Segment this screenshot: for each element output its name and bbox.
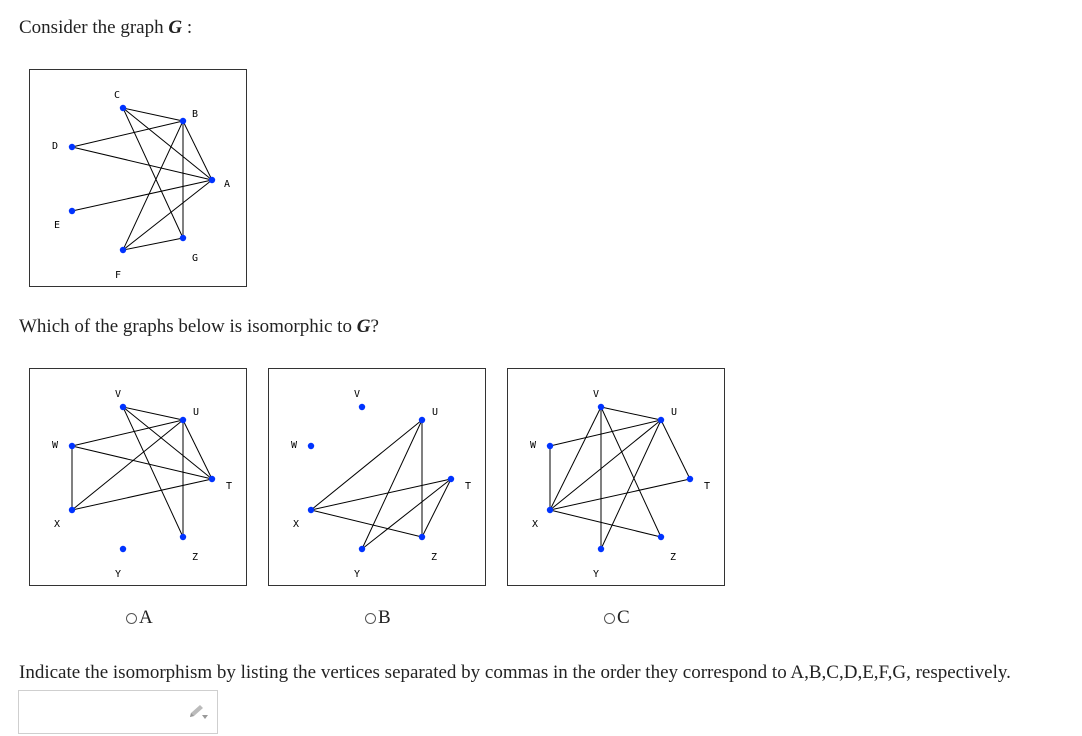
vertex-t	[687, 476, 693, 482]
edge-v-z	[601, 407, 661, 537]
vertex-t	[209, 476, 215, 482]
graph-option-a-figure	[29, 368, 247, 586]
edge-f-g	[123, 238, 183, 250]
vertex-label-u: U	[670, 407, 678, 418]
option-c-label: C	[617, 607, 630, 628]
vertex-v	[120, 404, 126, 410]
vertex-label-f: F	[114, 270, 122, 281]
edge-v-z	[123, 407, 183, 537]
vertex-label-a: A	[223, 179, 231, 190]
vertex-label-z: Z	[669, 552, 677, 563]
vertex-label-y: Y	[592, 569, 600, 580]
vertex-label-u: U	[431, 407, 439, 418]
vertex-label-d: D	[51, 141, 59, 152]
graph-option-b-figure	[268, 368, 486, 586]
vertex-y	[359, 546, 365, 552]
edge-x-z	[550, 510, 661, 537]
vertex-t	[448, 476, 454, 482]
edge-f-a	[123, 180, 212, 250]
vertex-v	[598, 404, 604, 410]
vertex-u	[658, 417, 664, 423]
vertex-label-w: W	[51, 440, 59, 451]
vertex-x	[547, 507, 553, 513]
vertex-u	[419, 417, 425, 423]
vertex-u	[180, 417, 186, 423]
answer-input[interactable]	[19, 691, 197, 735]
intro-text: Consider the graph G :	[19, 17, 193, 38]
edge-e-a	[72, 180, 212, 211]
radio-circle-icon[interactable]	[365, 613, 376, 624]
vertex-z	[419, 534, 425, 540]
vertex-e	[69, 208, 75, 214]
vertex-label-e: E	[53, 220, 61, 231]
edge-b-a	[183, 121, 212, 180]
vertex-z	[180, 534, 186, 540]
edge-x-t	[550, 479, 690, 510]
edge-u-t	[183, 420, 212, 479]
vertex-g	[180, 235, 186, 241]
vertex-x	[69, 507, 75, 513]
vertex-label-y: Y	[353, 569, 361, 580]
vertex-label-y: Y	[114, 569, 122, 580]
vertex-d	[69, 144, 75, 150]
graph-option-b-svg	[269, 369, 487, 587]
vertex-label-z: Z	[430, 552, 438, 563]
option-a-label: A	[139, 607, 153, 628]
edge-u-t	[661, 420, 690, 479]
pencil-icon[interactable]	[187, 703, 209, 721]
vertex-f	[120, 247, 126, 253]
answer-field[interactable]	[18, 690, 218, 734]
vertex-label-g: G	[191, 253, 199, 264]
vertex-label-t: T	[225, 481, 233, 492]
option-b-radio[interactable]	[365, 607, 391, 629]
edge-x-z	[311, 510, 422, 537]
prompt-text: Which of the graphs below is isomorphic to G?	[19, 316, 379, 337]
option-c-radio[interactable]	[604, 607, 630, 629]
graph-g-figure	[29, 69, 247, 287]
vertex-w	[69, 443, 75, 449]
edge-t-z	[422, 479, 451, 537]
vertex-label-v: V	[114, 389, 122, 400]
vertex-w	[308, 443, 314, 449]
vertex-label-x: X	[531, 519, 539, 530]
option-b-label: B	[378, 607, 391, 628]
instruction-text: Indicate the isomorphism by listing the vertices separated by commas in the order they correspond to A,B,C,D,E,F,G, respectively.	[19, 662, 1011, 683]
vertex-label-t: T	[703, 481, 711, 492]
vertex-label-w: W	[529, 440, 537, 451]
graph-g-svg	[30, 70, 248, 288]
vertex-v	[359, 404, 365, 410]
radio-circle-icon[interactable]	[126, 613, 137, 624]
vertex-label-v: V	[592, 389, 600, 400]
vertex-a	[209, 177, 215, 183]
vertex-w	[547, 443, 553, 449]
graph-option-c-svg	[508, 369, 726, 587]
edge-c-g	[123, 108, 183, 238]
edge-v-u	[601, 407, 661, 420]
vertex-label-x: X	[292, 519, 300, 530]
vertex-b	[180, 118, 186, 124]
vertex-label-c: C	[113, 90, 121, 101]
vertex-y	[598, 546, 604, 552]
edge-y-t	[362, 479, 451, 549]
edge-f-b	[123, 121, 183, 250]
vertex-label-v: V	[353, 389, 361, 400]
edge-x-t	[72, 479, 212, 510]
edge-x-u	[311, 420, 422, 510]
vertex-label-x: X	[53, 519, 61, 530]
edge-v-u	[123, 407, 183, 420]
graph-option-a-svg	[30, 369, 248, 587]
vertex-y	[120, 546, 126, 552]
graph-option-c-figure	[507, 368, 725, 586]
vertex-c	[120, 105, 126, 111]
vertex-z	[658, 534, 664, 540]
edge-x-t	[311, 479, 451, 510]
vertex-label-w: W	[290, 440, 298, 451]
option-a-radio[interactable]	[126, 607, 153, 629]
edge-v-x	[550, 407, 601, 510]
vertex-label-t: T	[464, 481, 472, 492]
edge-c-b	[123, 108, 183, 121]
vertex-label-z: Z	[191, 552, 199, 563]
vertex-x	[308, 507, 314, 513]
radio-circle-icon[interactable]	[604, 613, 615, 624]
vertex-label-b: B	[191, 109, 199, 120]
vertex-label-u: U	[192, 407, 200, 418]
